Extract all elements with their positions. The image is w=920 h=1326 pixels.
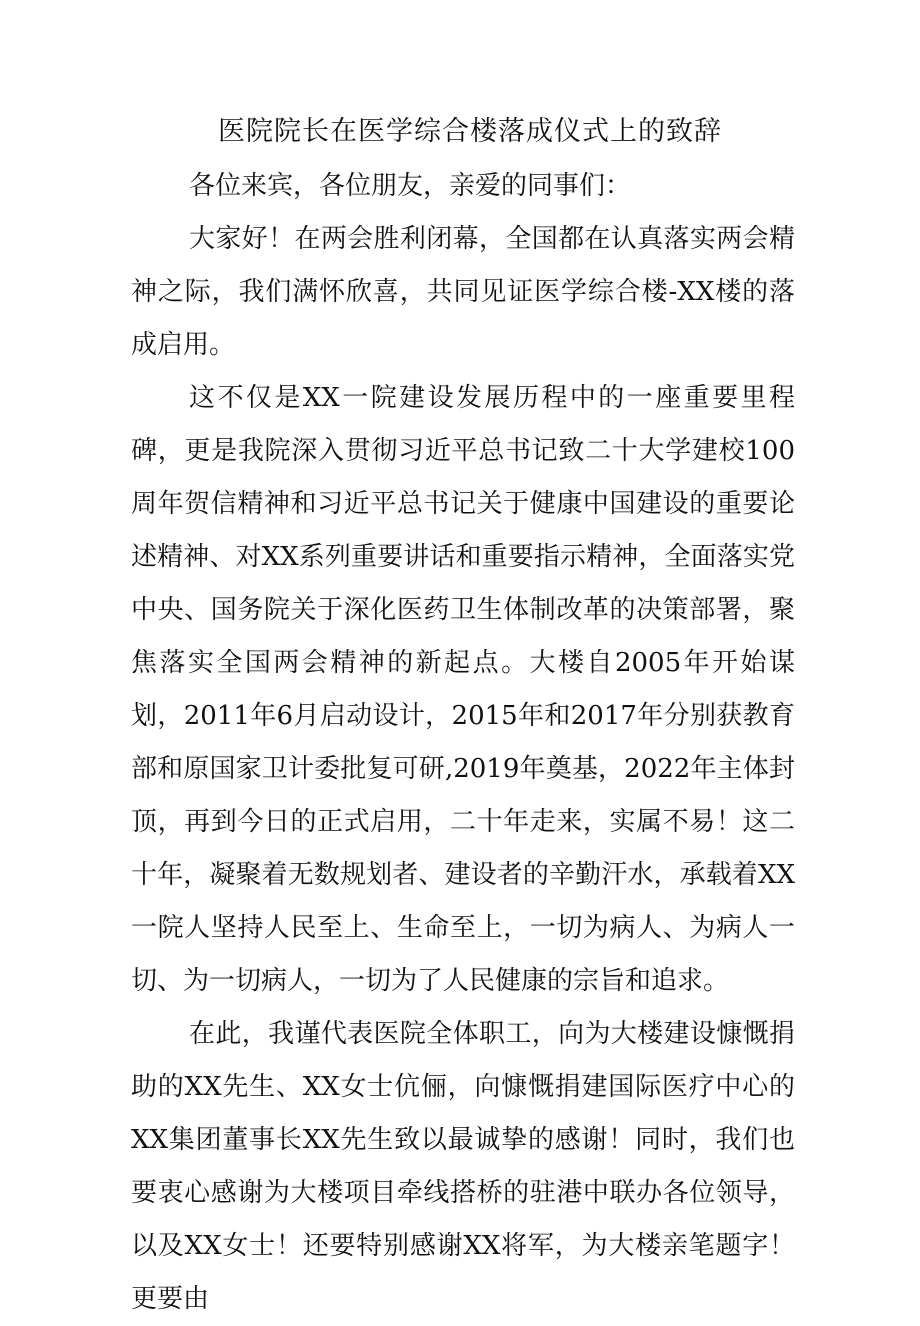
- greeting-paragraph: 各位来宾，各位朋友，亲爱的同事们：: [189, 171, 632, 201]
- thanks-paragraph: 在此，我谨代表医院全体职工，向为大楼建设慷慨捐助的XX先生、XX女士伉俪，向慷慨捐建国际医疗中心的XX集团董事长XX先生致以最诚挚的感谢！同时，我们也要衷心感谢为大楼项目牵线搭桥的驻港中联办各位领导，以及XX女士！还要特别感谢XX将军，为大楼亲笔题字！更要由: [131, 1019, 795, 1314]
- document-title: 医院院长在医学综合楼落成仪式上的致辞: [218, 116, 722, 147]
- document-body: [131, 160, 795, 1326]
- milestone-paragraph: 这不仅是XX一院建设发展历程中的一座重要里程碑，更是我院深入贯彻习近平总书记致二十大学建校100周年贺信精神和习近平总书记关于健康中国建设的重要论述精神、对XX系列重要讲话和重要指示精神，全面落实党中央、国务院关于深化医药卫生体制改革的决策部署，聚焦落实全国两会精神的新起点。大楼自2005年开始谋划，2011年6月启动设计，2015年和2017年分别获教育部和原国家卫计委批复可研,2019年奠基，2022年主体封顶，再到今日的正式启用，二十年走来，实属不易！这二十年，凝聚着无数规划者、建设者的辛勤汗水，承载着XX一院人坚持人民至上、生命至上，一切为病人、为病人一切、为一切病人，一切为了人民健康的宗旨和追求。: [131, 383, 795, 996]
- opening-paragraph: 大家好！在两会胜利闭幕，全国都在认真落实两会精神之际，我们满怀欣喜，共同见证医学综合楼-XX楼的落成启用。: [131, 224, 795, 360]
